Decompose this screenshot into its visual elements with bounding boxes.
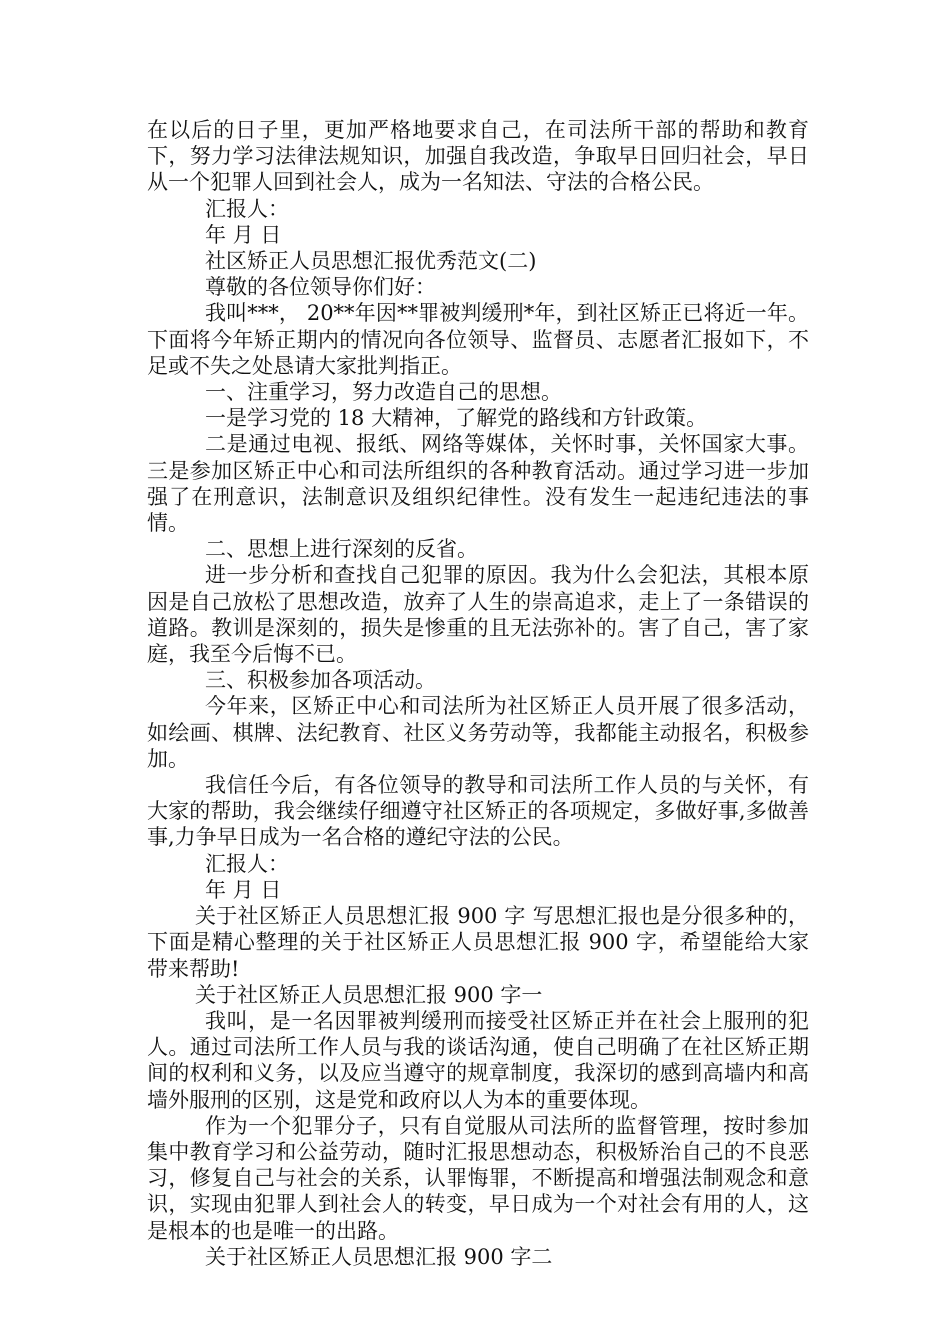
- paragraph: 今年来，区矫正中心和司法所为社区矫正人员开展了很多活动，如绘画、棋牌、法纪教育、社区义务劳动等，我都能主动报名，积极参加。: [147, 694, 809, 771]
- paragraph: 我叫***， 20**年因**罪被判缓刑*年，到社区矫正已将近一年。 下面将今年矫正期内的情况向各位领导、监督员、志愿者汇报如下，不足或不失之处恳请大家批判指正。: [147, 301, 809, 378]
- paragraph: 进一步分析和查找自己犯罪的原因。我为什么会犯法，其根本原因是自己放松了思想改造，放弃了人生的崇高追求，走上了一条错误的道路。教训是深刻的，损失是惨重的且无法弥补的。害了自己，害了家庭，我至今后悔不已。: [147, 563, 809, 667]
- section-title: 社区矫正人员思想汇报优秀范文(二): [205, 249, 537, 274]
- paragraph: 关于社区矫正人员思想汇报 900 字 写思想汇报也是分很多种的，下面是精心整理的关于社区矫正人员思想汇报 900 字，希望能给大家带来帮助!: [147, 904, 809, 981]
- paragraph: 作为一个犯罪分子，只有自觉服从司法所的监督管理，按时参加集中教育学习和公益劳动，随时汇报思想动态，积极矫治自己的不良恶习，修复自己与社会的关系，认罪悔罪，不断提高和增强法制观念和意识，实现由犯罪人到社会人的转变，早日成为一个对社会有用的人，这是根本的也是唯一的出路。: [147, 1113, 809, 1243]
- section-heading: 二、思想上进行深刻的反省。: [205, 537, 478, 562]
- paragraph: 我信任今后，有各位领导的教导和司法所工作人员的与关怀，有大家的帮助，我会继续仔细遵守社区矫正的各项规定，多做好事,多做善事,力争早日成为一名合格的遵纪守法的公民。: [147, 773, 809, 850]
- section-title: 关于社区矫正人员思想汇报 900 字二: [205, 1244, 553, 1269]
- date-line: 年 月 日: [205, 877, 282, 902]
- document-body: [147, 117, 809, 1270]
- paragraph: 在以后的日子里，更加严格地要求自己，在司法所干部的帮助和教育下，努力学习法律法规知识，加强自我改造，争取早日回归社会，早日从一个犯罪人回到社会人，成为一名知法、守法的合格公民。: [147, 118, 809, 195]
- paragraph: 二是通过电视、报纸、网络等媒体，关怀时事，关怀国家大事。 三是参加区矫正中心和司法所组织的各种教育活动。通过学习进一步加强了在刑意识，法制意识及组织纪律性。没有发生一起违纪违法的事情。: [147, 432, 809, 536]
- signature-label: 汇报人：: [205, 196, 289, 221]
- section-title: 关于社区矫正人员思想汇报 900 字一: [195, 982, 543, 1007]
- date-line: 年 月 日: [205, 222, 282, 247]
- signature-label: 汇报人：: [205, 851, 289, 876]
- section-heading: 三、积极参加各项活动。: [205, 668, 436, 693]
- paragraph: 一是学习党的 18 大精神，了解党的路线和方针政策。: [205, 406, 708, 431]
- paragraph: 我叫，是一名因罪被判缓刑而接受社区矫正并在社会上服刑的犯人。通过司法所工作人员与我的谈话沟通，使自己明确了在社区矫正期间的权利和义务，以及应当遵守的规章制度，我深切的感到高墙内和高墙外服刑的区别，这是党和政府以人为本的重要体现。: [147, 1008, 809, 1112]
- section-heading: 一、注重学习，努力改造自己的思想。: [205, 380, 562, 405]
- salutation: 尊敬的各位领导你们好：: [205, 275, 436, 300]
